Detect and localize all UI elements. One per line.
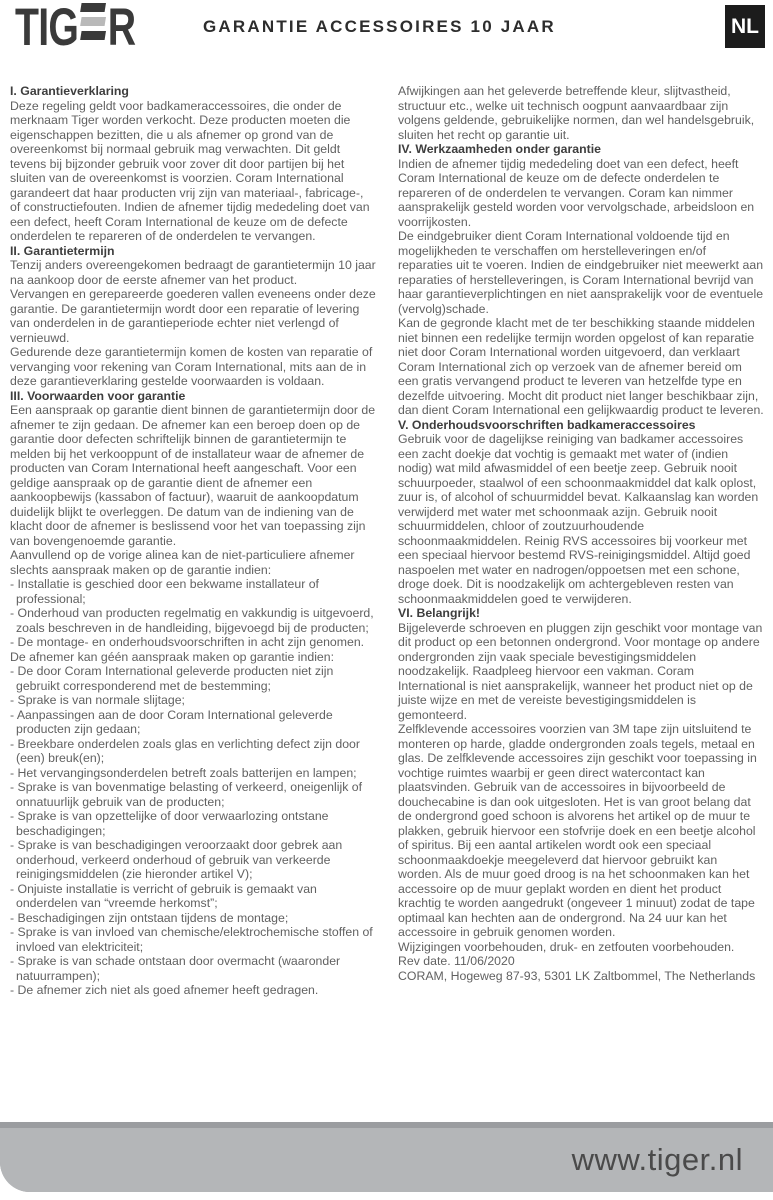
logo-e-bar-bottom — [80, 31, 106, 40]
language-badge: NL — [725, 5, 765, 48]
section-6-paragraph: Bijgeleverde schroeven en pluggen zijn geschikt voor montage van dit product op een betonnen ondergrond. Voor montage op andere ondergronden zijn vaak speciale bevestigingsmiddelen noodzakelijk. Raadpleeg hiervoor een vakman. Coram International is niet aansprakelijk, wanneer het product niet op de juiste wijze en met de vereiste bevestigingsmiddelen is gemonteerd. — [398, 620, 763, 722]
list-item: - Sprake is van bovenmatige belasting of verkeerd, oneigenlijk of onnatuurlijk gebruik van de producten; — [10, 780, 363, 809]
section-2-heading: II. Garantietermijn — [10, 243, 115, 258]
section-6-heading: VI. Belangrijk! — [398, 606, 481, 620]
conditions-list — [10, 577, 376, 650]
list-item: - Sprake is van beschadigingen veroorzaakt door gebrek aan onderhoud, verkeerd onderhoud of gebruik van verkeerde reinigingsmiddelen (zie hieronder artikel V); — [10, 838, 343, 881]
list-item: - Onjuiste installatie is verricht of gebruik is gemaakt van onderdelen van “vreemde herkomst”; — [10, 881, 317, 910]
list-item: - Sprake is van opzettelijke of door verwaarlozing ontstane beschadigingen; — [10, 809, 329, 838]
list-item: - Aanpassingen aan de door Coram International geleverde producten zijn gedaan; — [10, 707, 333, 736]
logo-e-bars-icon — [81, 3, 105, 40]
document-body — [10, 84, 765, 998]
list-item: - Installatie is geschied door een bekwame installateur of professional; — [10, 577, 319, 606]
section-2-paragraph: Vervangen en gerepareerde goederen vallen eveneens onder deze garantie. De garantietermijn wordt door een reparatie of levering van onderdelen in de garantieperiode echter niet verlengd of vernieuwd. — [10, 287, 376, 345]
section-3-continuation: Afwijkingen aan het geleverde betreffende kleur, slijtvastheid, structuur etc., welke uit technisch oogpunt aanvaardbaar zijn volgens geldende, gebruikelijke normen, dan wel handelsgebruik, sluiten het recht op garantie uit. — [398, 84, 755, 142]
list-item: - Sprake is van schade ontstaan door overmacht (waaronder natuurrampen); — [10, 954, 341, 983]
list-item: - Breekbare onderdelen zoals glas en verlichting defect zijn door (een) breuk(en); — [10, 736, 360, 765]
footer-bar — [0, 1128, 773, 1192]
section-4-paragraph: Indien de afnemer tijdig mededeling doet van een defect, heeft Coram International de keuze om de defecte onderdelen te repareren of de onderdelen te vervangen. Coram kan nimmer aansprakelijk gesteld worden voor vervolgschade, arbeidsloon en voorrijkosten. — [398, 156, 755, 229]
section-4-paragraph: De eindgebruiker dient Coram International voldoende tijd en mogelijkheden te verschaffen om herstelleveringen en/of reparaties uit te voeren. Indien de eindgebruiker niet meewerkt aan reparaties of herstelleveringen, is Coram International bevrijd van haar garantieverplichtingen en niet aansprakelijk voor de eventuele (vervolg)schade. — [398, 229, 764, 316]
list-item: - Sprake is van invloed van chemische/elektrochemische stoffen of invloed van elektriciteit; — [10, 925, 373, 954]
section-5-heading: V. Onderhoudsvoorschriften badkameraccessoires — [398, 417, 696, 432]
list-item: - De montage- en onderhoudsvoorschriften in acht zijn genomen. — [10, 635, 365, 649]
list-item: - Onderhoud van producten regelmatig en vakkundig is uitgevoerd, zoals beschreven in de handleiding, bijgevoegd bij de producten; — [10, 606, 374, 635]
section-4-paragraph: Kan de gegronde klacht met de ter beschikking staande middelen niet binnen een redelijke termijn worden opgelost of kan reparatie niet door Coram International worden uitgevoerd, dan verklaart Coram International zich op verzoek van de afnemer bereid om een gratis vervangend product te leveren van hetzelfde type en dezelfde uitvoering. Mocht dit product niet langer beschikbaar zijn, dan dient Coram International een gelijkwaardig product te leveren. — [398, 316, 764, 417]
section-4-heading: IV. Werkzaamheden onder garantie — [398, 142, 601, 156]
left-column — [10, 84, 376, 998]
section-6-paragraph: Zelfklevende accessoires voorzien van 3M tape zijn uitsluitend te monteren op harde, gladde ondergronden zoals tegels, metaal en glas. De zelfklevende accessoires zijn geschikt voor toepassing in vochtige ruimtes waarbij er geen direct watercontact kan plaatsvinden. Gebruik van de accessoires in bijvoorbeeld de douchecabine is dan ook uitgesloten. Het is van groot belang dat de ondergrond goed schoon is alvorens het artikel op de muur te plakken, gebruik hiervoor een stofvrije doek en een beetje alcohol of spiritus. Bij een aantal artikelen wordt ook een speciaal schoonmaakdoekje meegeleverd dat hiervoor gebruikt kan worden. Als de muur goed droog is na het schoonmaken kan het accessoire op de muur geplakt worden en dient het product krachtig te worden aangedrukt (ongeveer 1 minuut) zodat de tape optimaal kan hechten aan de ondergrond. Na 24 uur kan het accessoire in gebruik genomen worden. — [398, 722, 757, 939]
section-5-paragraph: Gebruik voor de dagelijkse reiniging van badkamer accessoires een zacht doekje dat vochtig is gemaakt met water of (indien nodig) wat mild afwasmiddel of een beetje zeep. Gebruik nooit schuurpoeder, staalwol of een schoonmaakmiddel dat kalk oplost, zuur is, of alcohol of schuurmiddel bevat. Kalkaanslag kan worden verwijderd met water met schoonmaak azijn. Gebruik nooit schuurmiddelen, chloor of zoutzuurhoudende schoonmaakmiddelen. Reinig RVS accessoires bij voorkeur met een speciaal hiervoor bestemd RVS-reinigingsmiddel. Altijd goed naspoelen met water en nadrogen/oppoetsen met een schone, droge doek. Dit is noodzakelijk om achtergebleven resten van schoonmaakmiddelen goed te verwijderen. — [398, 432, 759, 606]
section-3-heading: III. Voorwaarden voor garantie — [10, 388, 186, 403]
right-column — [398, 84, 764, 998]
section-2-paragraph: Tenzij anders overeengekomen bedraagt de garantietermijn 10 jaar na aankoop door de eerste afnemer van het product. — [10, 258, 376, 287]
website-link[interactable]: www.tiger.nl — [571, 1142, 743, 1177]
logo-e-bar-middle — [80, 17, 106, 26]
company-address: CORAM, Hogeweg 87-93, 5301 LK Zaltbommel, The Netherlands — [398, 968, 756, 983]
logo-letter-r: R — [107, 0, 136, 57]
section-1-heading: I. Garantieverklaring — [10, 84, 129, 98]
logo-letters-tig: TIG — [15, 0, 79, 57]
section-1-paragraph: Deze regeling geldt voor badkameraccessoires, die onder de merknaam Tiger worden verkocht. Deze producten moeten die eigenschappen bezitten, die u als afnemer op grond van de overeenkomst bij normaal gebruik mag verwachten. Dit geldt tevens bij bijzonder gebruik voor zover dit door partijen bij het sluiten van de overeenkomst is voorzien. Coram International garandeert dat haar producten vrij zijn van materiaal-, fabricage-, of constructiefouten. Indien de afnemer tijdig mededeling doet van een defect, heeft Coram International de keuze om de defecte onderdelen te repareren of de onderdelen te vervangen. — [10, 98, 370, 243]
list-item: - De afnemer zich niet als goed afnemer heeft gedragen. — [10, 983, 319, 997]
list-item: - Sprake is van normale slijtage; — [10, 693, 185, 707]
conditions-intro: Aanvullend op de vorige alinea kan de niet-particuliere afnemer slechts aanspraak maken op de garantie indien: — [10, 548, 355, 577]
list-item: - De door Coram International geleverde producten niet zijn gebruikt corresponderend met de bestemming; — [10, 664, 334, 693]
page-title: GARANTIE ACCESSOIRES 10 JAAR — [203, 17, 556, 36]
revision-date: Rev date. 11/06/2020 — [398, 954, 515, 968]
list-item: - Het vervangingsonderdelen betreft zoals batterijen en lampen; — [10, 765, 357, 780]
logo-e-bar-top — [80, 3, 106, 12]
revision-note: Wijzigingen voorbehouden, druk- en zetfouten voorbehouden. — [398, 939, 735, 954]
exclusions-list — [10, 664, 376, 998]
list-item: - Beschadigingen zijn ontstaan tijdens de montage; — [10, 910, 289, 925]
section-2-paragraph: Gedurende deze garantietermijn komen de kosten van reparatie of vervanging voor rekening van Coram International, mits aan de in deze garantieverklaring gestelde voorwaarden is voldaan. — [10, 345, 373, 388]
section-3-paragraph: Een aanspraak op garantie dient binnen de garantietermijn door de afnemer te zijn gedaan. De afnemer kan een beroep doen op de garantie door defecten schriftelijk binnen de garantietermijn te melden bij het verkooppunt of de installateur waar de afnemer de producten van Coram International heeft aangeschaft. Voor een geldige aanspraak op de garantie dient de afnemer een aankoopbewijs (kassabon of factuur), waaruit de aankoopdatum duidelijk blijkt te overleggen. De datum van de indiening van de klacht door de afnemer is beslissend voor het van toepassing zijn van bovengenoemde garantie. — [10, 403, 376, 548]
exclusions-intro: De afnemer kan géén aanspraak maken op garantie indien: — [10, 649, 335, 664]
tiger-logo — [15, 0, 136, 57]
